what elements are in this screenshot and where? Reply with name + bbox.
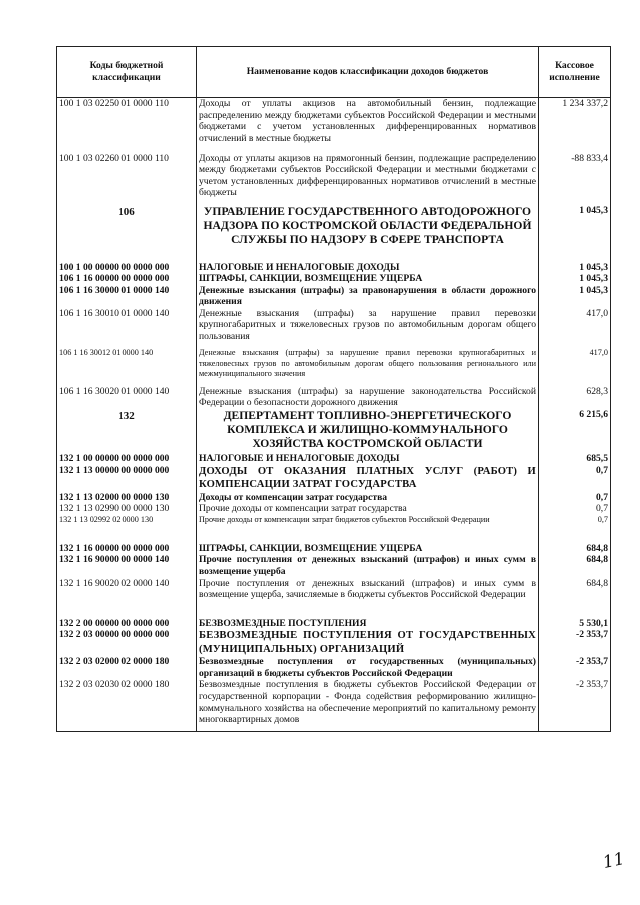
revenue-name: НАЛОГОВЫЕ И НЕНАЛОГОВЫЕ ДОХОДЫ xyxy=(197,262,539,274)
table-row xyxy=(57,503,611,515)
agency-name: ДЕПЕРТАМЕНТ ТОПЛИВНО-ЭНЕРГЕТИЧЕСКОГО КОМПЛЕКСА И ЖИЛИЩНО-КОММУНАЛЬНОГО ХОЗЯЙСТВА КОСТРОМСКОЙ ОБЛАСТИ xyxy=(197,409,539,453)
amount: 0,7 xyxy=(539,503,611,515)
revenue-name: Доходы от компенсации затрат государства xyxy=(197,492,539,504)
budget-code: 132 1 00 00000 00 0000 000 xyxy=(57,453,197,465)
revenue-name: ДОХОДЫ ОТ ОКАЗАНИЯ ПЛАТНЫХ УСЛУГ (РАБОТ) И КОМПЕНСАЦИИ ЗАТРАТ ГОСУДАРСТВА xyxy=(197,465,539,492)
revenue-name: Денежные взыскания (штрафы) за нарушение законодательства Российской Федерации о безопасности дорожного движения xyxy=(197,386,539,409)
col-header-code: Коды бюджетной классификации xyxy=(57,47,197,98)
amount: 0,7 xyxy=(539,515,611,543)
budget-code: 106 1 16 30020 01 0000 140 xyxy=(57,386,197,409)
amount: 1 045,3 xyxy=(539,285,611,308)
table-row xyxy=(57,273,611,285)
table-row xyxy=(57,153,611,205)
table-row xyxy=(57,386,611,409)
amount: 684,8 xyxy=(539,543,611,555)
budget-code: 106 1 16 00000 00 0000 000 xyxy=(57,273,197,285)
revenue-name: Прочие поступления от денежных взысканий (штрафов) и иных сумм в возмещение ущерба, зачисляемые в бюджеты субъектов Российской Федерации xyxy=(197,578,539,618)
amount: 684,8 xyxy=(539,578,611,618)
table-row xyxy=(57,308,611,348)
revenue-name: Доходы от уплаты акцизов на автомобильный бензин, подлежащие распределению между бюджетами субъектов Российской Федерации и местными бюджетами с учетом установленных дифференцированных нормативов отчислений в местные бюджеты xyxy=(197,98,539,153)
budget-code: 132 1 13 00000 00 0000 000 xyxy=(57,465,197,492)
agency-header-row xyxy=(57,205,611,262)
table-row xyxy=(57,656,611,679)
budget-code: 132 2 03 02000 02 0000 180 xyxy=(57,656,197,679)
table-row xyxy=(57,262,611,274)
revenue-name: Доходы от уплаты акцизов на прямогонный бензин, подлежащие распределению между бюджетами субъектов Российской Федерации и местными бюджетами с учетом установленных дифференцированных нормативов отчислений в местные бюджеты xyxy=(197,153,539,205)
amount: 1 234 337,2 xyxy=(539,98,611,153)
revenue-name: Безвозмездные поступления в бюджеты субъектов Российской Федерации от государственной корпорации - Фонда содействия реформированию жилищно-коммунального хозяйства на обеспечение мероприятий по капитальному ремонту многоквартирных домов xyxy=(197,679,539,731)
amount: 1 045,3 xyxy=(539,262,611,274)
revenue-name: НАЛОГОВЫЕ И НЕНАЛОГОВЫЕ ДОХОДЫ xyxy=(197,453,539,465)
revenue-name: Денежные взыскания (штрафы) за нарушение правил перевозки крупногабаритных и тяжеловесных грузов по автомобильным дорогам общего пользования регионального или межмуниципального значения xyxy=(197,348,539,386)
budget-code: 132 1 13 02990 00 0000 130 xyxy=(57,503,197,515)
table-row xyxy=(57,492,611,504)
budget-code: 106 1 16 30010 01 0000 140 xyxy=(57,308,197,348)
amount: 685,5 xyxy=(539,453,611,465)
table-row xyxy=(57,285,611,308)
amount: 6 215,6 xyxy=(539,409,611,453)
table-row xyxy=(57,578,611,618)
budget-code: 106 1 16 30000 01 0000 140 xyxy=(57,285,197,308)
budget-code: 132 2 03 02030 02 0000 180 xyxy=(57,679,197,731)
amount: 417,0 xyxy=(539,348,611,386)
budget-code: 100 1 03 02260 01 0000 110 xyxy=(57,153,197,205)
budget-code: 132 1 16 90020 02 0000 140 xyxy=(57,578,197,618)
amount: 0,7 xyxy=(539,492,611,504)
agency-name: УПРАВЛЕНИЕ ГОСУДАРСТВЕННОГО АВТОДОРОЖНОГО НАДЗОРА ПО КОСТРОМСКОЙ ОБЛАСТИ ФЕДЕРАЛЬНОЙ СЛУЖБЫ ПО НАДЗОРУ В СФЕРЕ ТРАНСПОРТА xyxy=(197,205,539,262)
table-row xyxy=(57,554,611,577)
amount: -2 353,7 xyxy=(539,656,611,679)
revenue-name: Денежные взыскания (штрафы) за правонарушения в области дорожного движения xyxy=(197,285,539,308)
col-header-name: Наименование кодов классификации доходов бюджетов xyxy=(197,47,539,98)
table-row xyxy=(57,679,611,731)
revenue-name: ШТРАФЫ, САНКЦИИ, ВОЗМЕЩЕНИЕ УЩЕРБА xyxy=(197,543,539,555)
amount: 1 045,3 xyxy=(539,205,611,262)
budget-code: 132 1 16 00000 00 0000 000 xyxy=(57,543,197,555)
table-row xyxy=(57,543,611,555)
col-header-amount: Кассовое исполнение xyxy=(539,47,611,98)
revenue-name: Прочие доходы от компенсации затрат бюджетов субъектов Российской Федерации xyxy=(197,515,539,543)
revenue-name: Денежные взыскания (штрафы) за нарушение правил перевозки крупногабаритных и тяжеловесных грузов по автомобильным дорогам общего пользования xyxy=(197,308,539,348)
budget-code: 132 1 16 90000 00 0000 140 xyxy=(57,554,197,577)
table-row xyxy=(57,465,611,492)
amount: 1 045,3 xyxy=(539,273,611,285)
amount: 628,3 xyxy=(539,386,611,409)
revenue-name: БЕЗВОЗМЕЗДНЫЕ ПОСТУПЛЕНИЯ ОТ ГОСУДАРСТВЕННЫХ (МУНИЦИПАЛЬНЫХ) ОРГАНИЗАЦИЙ xyxy=(197,629,539,656)
table-row xyxy=(57,453,611,465)
agency-header-row xyxy=(57,409,611,453)
amount: 5 530,1 xyxy=(539,618,611,630)
revenue-name: Прочие доходы от компенсации затрат государства xyxy=(197,503,539,515)
table-row xyxy=(57,515,611,543)
budget-code: 132 2 00 00000 00 0000 000 xyxy=(57,618,197,630)
agency-code: 106 xyxy=(57,205,197,262)
budget-code: 132 1 13 02000 00 0000 130 xyxy=(57,492,197,504)
table-row xyxy=(57,618,611,630)
amount: 684,8 xyxy=(539,554,611,577)
amount: 417,0 xyxy=(539,308,611,348)
revenue-name: ШТРАФЫ, САНКЦИИ, ВОЗМЕЩЕНИЕ УЩЕРБА xyxy=(197,273,539,285)
page-number: 11 xyxy=(601,848,627,874)
table-header-row xyxy=(57,47,611,98)
table-row xyxy=(57,348,611,386)
budget-code: 100 1 03 02250 01 0000 110 xyxy=(57,98,197,153)
amount: -2 353,7 xyxy=(539,629,611,656)
agency-code: 132 xyxy=(57,409,197,453)
budget-code: 100 1 00 00000 00 0000 000 xyxy=(57,262,197,274)
amount: -2 353,7 xyxy=(539,679,611,731)
amount: 0,7 xyxy=(539,465,611,492)
budget-code: 132 1 13 02992 02 0000 130 xyxy=(57,515,197,543)
budget-code: 106 1 16 30012 01 0000 140 xyxy=(57,348,197,386)
revenue-table xyxy=(56,46,611,732)
revenue-name: Прочие поступления от денежных взысканий (штрафов) и иных сумм в возмещение ущерба xyxy=(197,554,539,577)
revenue-name: Безвозмездные поступления от государственных (муниципальных) организаций в бюджеты субъектов Российской Федерации xyxy=(197,656,539,679)
amount: -88 833,4 xyxy=(539,153,611,205)
table-row xyxy=(57,98,611,153)
table-row xyxy=(57,629,611,656)
budget-code: 132 2 03 00000 00 0000 000 xyxy=(57,629,197,656)
revenue-name: БЕЗВОЗМЕЗДНЫЕ ПОСТУПЛЕНИЯ xyxy=(197,618,539,630)
